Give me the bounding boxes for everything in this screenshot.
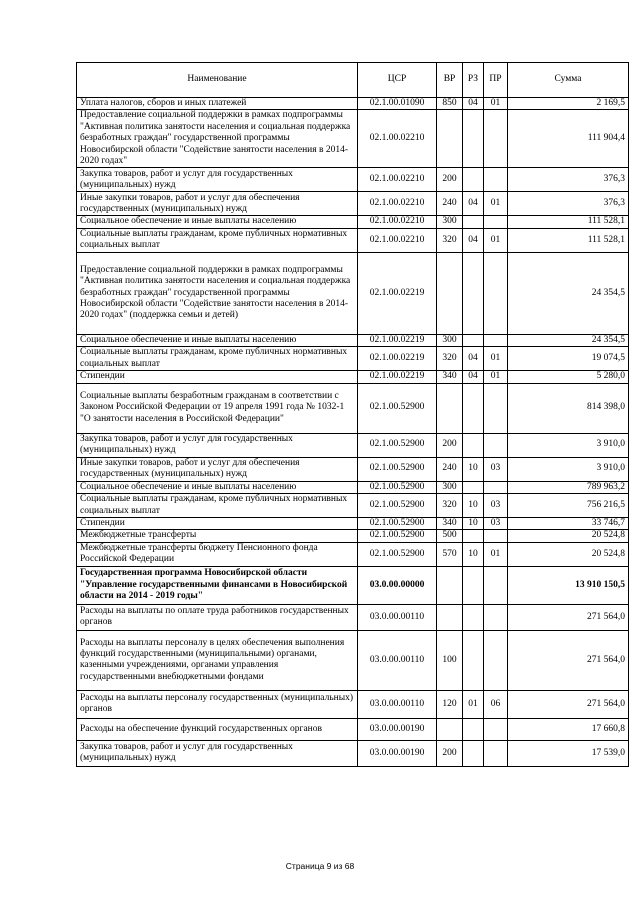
row-vr: 240 (437, 192, 463, 216)
row-rz (463, 630, 484, 690)
header-rz: РЗ (463, 63, 484, 98)
table-row (77, 371, 629, 383)
row-csr: 02.1.00.52900 (358, 518, 437, 530)
row-name: Иные закупки товаров, работ и услуг для обеспечения государственных (муниципальных) нужд (77, 457, 358, 481)
row-pr: 03 (484, 457, 508, 481)
row-vr: 300 (437, 216, 463, 228)
table-row (77, 334, 629, 346)
row-rz (463, 383, 484, 433)
table-row (77, 347, 629, 371)
row-name: Расходы на выплаты персоналу в целях обеспечения выполнения функций государственными (муниципальными) органами, казенными учреждениями, органами управления государственными внебюджетными фондами (77, 630, 358, 690)
row-vr (437, 383, 463, 433)
row-csr: 02.1.00.02210 (358, 228, 437, 252)
row-vr: 100 (437, 630, 463, 690)
row-csr: 02.1.00.02219 (358, 347, 437, 371)
row-name: Стипендии (77, 371, 358, 383)
row-rz: 04 (463, 228, 484, 252)
row-sum: 3 910,0 (508, 433, 629, 457)
row-csr: 03.0.00.00190 (358, 740, 437, 766)
row-vr: 320 (437, 228, 463, 252)
header-csr: ЦСР (358, 63, 437, 98)
row-csr: 02.1.00.01090 (358, 98, 437, 110)
row-rz (463, 433, 484, 457)
row-rz (463, 530, 484, 542)
row-sum: 33 746,7 (508, 518, 629, 530)
row-csr: 03.0.00.00110 (358, 690, 437, 718)
row-name: Закупка товаров, работ и услуг для государственных (муниципальных) нужд (77, 433, 358, 457)
row-pr: 03 (484, 518, 508, 530)
row-name: Иные закупки товаров, работ и услуг для обеспечения государственных (муниципальных) нужд (77, 192, 358, 216)
table-body (77, 98, 629, 767)
table-row (77, 718, 629, 740)
row-rz (463, 110, 484, 168)
row-sum: 111 904,4 (508, 110, 629, 168)
row-vr: 320 (437, 494, 463, 518)
row-pr (484, 530, 508, 542)
page-number: Страница 9 из 68 (285, 861, 355, 871)
row-csr: 02.1.00.02210 (358, 168, 437, 192)
row-rz: 10 (463, 518, 484, 530)
table-row (77, 542, 629, 566)
row-name: Межбюджетные трансферты бюджету Пенсионного фонда Российской Федерации (77, 542, 358, 566)
row-name: Расходы на выплаты по оплате труда работников государственных органов (77, 604, 358, 630)
table-row (77, 604, 629, 630)
row-pr (484, 433, 508, 457)
row-pr (484, 383, 508, 433)
row-sum: 17 539,0 (508, 740, 629, 766)
header-sum: Сумма (508, 63, 629, 98)
row-name: Социальные выплаты безработным гражданам в соответствии с Законом Российской Федерации от 19 апреля 1991 года № 1032-1 "О занятости населения в Российской Федерации" (77, 383, 358, 433)
row-vr: 200 (437, 433, 463, 457)
row-vr: 850 (437, 98, 463, 110)
row-pr (484, 252, 508, 334)
row-vr: 120 (437, 690, 463, 718)
row-rz: 04 (463, 347, 484, 371)
row-pr (484, 740, 508, 766)
row-pr (484, 566, 508, 604)
table-row (77, 216, 629, 228)
row-sum: 2 169,5 (508, 98, 629, 110)
row-sum: 271 564,0 (508, 604, 629, 630)
row-csr: 02.1.00.02219 (358, 334, 437, 346)
table-row (77, 740, 629, 766)
row-rz (463, 216, 484, 228)
row-name: Социальные выплаты гражданам, кроме публичных нормативных социальных выплат (77, 494, 358, 518)
row-sum: 17 660,8 (508, 718, 629, 740)
row-name: Закупка товаров, работ и услуг для государственных (муниципальных) нужд (77, 168, 358, 192)
row-pr: 01 (484, 542, 508, 566)
row-pr: 01 (484, 98, 508, 110)
row-pr (484, 334, 508, 346)
table-header-row (77, 63, 629, 98)
row-sum: 24 354,5 (508, 252, 629, 334)
table-row (77, 192, 629, 216)
row-vr: 240 (437, 457, 463, 481)
row-pr: 03 (484, 494, 508, 518)
row-vr: 320 (437, 347, 463, 371)
row-name: Социальное обеспечение и иные выплаты населению (77, 481, 358, 493)
table-row (77, 98, 629, 110)
row-csr: 02.1.00.02219 (358, 371, 437, 383)
row-name: Уплата налогов, сборов и иных платежей (77, 98, 358, 110)
table-row (77, 530, 629, 542)
row-rz: 10 (463, 494, 484, 518)
row-rz: 10 (463, 542, 484, 566)
row-csr: 02.1.00.02210 (358, 192, 437, 216)
row-sum: 20 524,8 (508, 542, 629, 566)
row-vr: 200 (437, 740, 463, 766)
table-row (77, 168, 629, 192)
table-row (77, 481, 629, 493)
table-row (77, 457, 629, 481)
row-pr (484, 630, 508, 690)
table-row (77, 228, 629, 252)
row-rz: 10 (463, 457, 484, 481)
row-rz (463, 334, 484, 346)
row-csr: 03.0.00.00000 (358, 566, 437, 604)
table-row (77, 252, 629, 334)
table-row (77, 518, 629, 530)
row-csr: 03.0.00.00110 (358, 630, 437, 690)
row-sum: 271 564,0 (508, 690, 629, 718)
row-sum: 3 910,0 (508, 457, 629, 481)
table-row (77, 494, 629, 518)
row-vr: 200 (437, 168, 463, 192)
row-rz: 04 (463, 98, 484, 110)
row-vr: 300 (437, 481, 463, 493)
row-name: Социальные выплаты гражданам, кроме публичных нормативных социальных выплат (77, 228, 358, 252)
row-vr: 340 (437, 371, 463, 383)
row-pr: 06 (484, 690, 508, 718)
row-name: Предоставление социальной поддержки в рамках подпрограммы "Активная политика занятости населения и социальная поддержка безработных граждан" государственной программы Новосибирской области "Содействие занятости населения в 2014-2020 годах" (77, 110, 358, 168)
row-rz: 04 (463, 192, 484, 216)
row-rz (463, 718, 484, 740)
row-vr (437, 604, 463, 630)
row-vr (437, 252, 463, 334)
row-sum: 111 528,1 (508, 228, 629, 252)
row-sum: 20 524,8 (508, 530, 629, 542)
row-name: Предоставление социальной поддержки в рамках подпрограммы "Активная политика занятости населения и социальная поддержка безработных граждан" государственной программы Новосибирской области "Содействие занятости населения в 2014-2020 годах" (поддержка семьи и детей) (77, 252, 358, 334)
row-name: Расходы на выплаты персоналу государственных (муниципальных) органов (77, 690, 358, 718)
row-sum: 376,3 (508, 168, 629, 192)
row-rz: 04 (463, 371, 484, 383)
row-sum: 376,3 (508, 192, 629, 216)
table-row (77, 630, 629, 690)
table-row (77, 383, 629, 433)
row-pr (484, 216, 508, 228)
row-rz (463, 168, 484, 192)
row-name: Социальное обеспечение и иные выплаты населению (77, 216, 358, 228)
row-sum: 271 564,0 (508, 630, 629, 690)
budget-table (76, 62, 629, 767)
row-pr: 01 (484, 192, 508, 216)
row-sum: 13 910 150,5 (508, 566, 629, 604)
row-csr: 02.1.00.52900 (358, 433, 437, 457)
row-vr: 340 (437, 518, 463, 530)
row-csr: 02.1.00.02210 (358, 110, 437, 168)
row-sum: 756 216,5 (508, 494, 629, 518)
row-rz (463, 566, 484, 604)
row-vr: 570 (437, 542, 463, 566)
row-name: Социальные выплаты гражданам, кроме публичных нормативных социальных выплат (77, 347, 358, 371)
row-pr (484, 481, 508, 493)
row-rz (463, 481, 484, 493)
row-sum: 111 528,1 (508, 216, 629, 228)
header-name: Наименование (77, 63, 358, 98)
row-sum: 789 963,2 (508, 481, 629, 493)
row-csr: 03.0.00.00190 (358, 718, 437, 740)
header-vr: ВР (437, 63, 463, 98)
row-name: Стипендии (77, 518, 358, 530)
row-pr (484, 718, 508, 740)
row-rz (463, 604, 484, 630)
row-csr: 02.1.00.52900 (358, 457, 437, 481)
row-rz (463, 252, 484, 334)
row-csr: 02.1.00.52900 (358, 494, 437, 518)
row-pr: 01 (484, 371, 508, 383)
row-csr: 02.1.00.52900 (358, 383, 437, 433)
row-csr: 02.1.00.02210 (358, 216, 437, 228)
row-sum: 19 074,5 (508, 347, 629, 371)
row-vr (437, 110, 463, 168)
row-pr: 01 (484, 347, 508, 371)
table-row (77, 566, 629, 604)
row-sum: 5 280,0 (508, 371, 629, 383)
row-sum: 814 398,0 (508, 383, 629, 433)
row-name: Государственная программа Новосибирской области "Управление государственными финансами в Новосибирской области на 2014 - 2019 годы" (77, 566, 358, 604)
row-sum: 24 354,5 (508, 334, 629, 346)
table-row (77, 433, 629, 457)
row-rz: 01 (463, 690, 484, 718)
row-name: Социальное обеспечение и иные выплаты населению (77, 334, 358, 346)
table-row (77, 110, 629, 168)
row-csr: 02.1.00.52900 (358, 481, 437, 493)
row-name: Закупка товаров, работ и услуг для государственных (муниципальных) нужд (77, 740, 358, 766)
row-vr: 300 (437, 334, 463, 346)
row-pr (484, 168, 508, 192)
row-name: Расходы на обеспечение функций государственных органов (77, 718, 358, 740)
row-rz (463, 740, 484, 766)
row-pr: 01 (484, 228, 508, 252)
row-pr (484, 604, 508, 630)
header-pr: ПР (484, 63, 508, 98)
row-vr: 500 (437, 530, 463, 542)
row-csr: 03.0.00.00110 (358, 604, 437, 630)
row-csr: 02.1.00.02219 (358, 252, 437, 334)
row-name: Межбюджетные трансферты (77, 530, 358, 542)
row-vr (437, 718, 463, 740)
row-csr: 02.1.00.52900 (358, 530, 437, 542)
table-row (77, 690, 629, 718)
row-pr (484, 110, 508, 168)
row-csr: 02.1.00.52900 (358, 542, 437, 566)
row-vr (437, 566, 463, 604)
